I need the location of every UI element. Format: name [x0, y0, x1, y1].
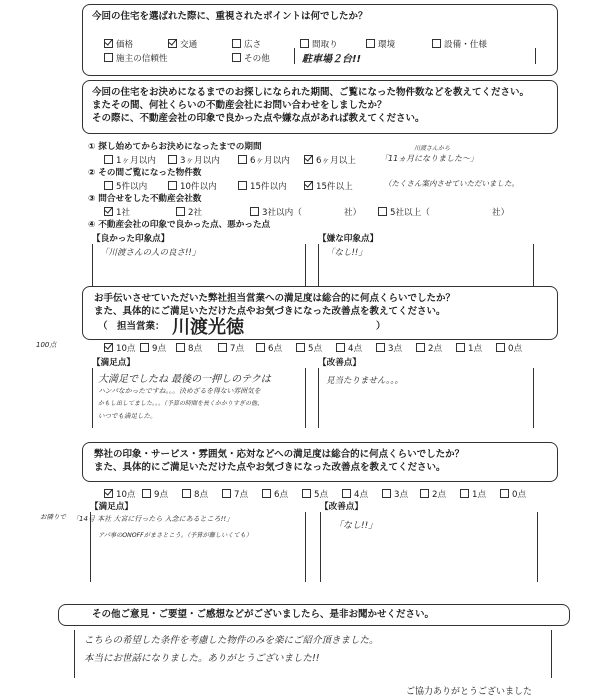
q2-intro-line-2: またその間、何社くらいの不動産会社にお問い合わせをしましたか？: [92, 100, 387, 111]
q4-score-2[interactable]: 2点: [420, 488, 446, 500]
checkbox-checked[interactable]: [168, 39, 177, 48]
checkbox[interactable]: [140, 343, 149, 352]
q2-sub3-title: ③ 問合せをした不動産会社数: [88, 194, 202, 204]
q5-line-1: こちらの希望した条件を考慮した物件のみを楽にご紹介頂きました。: [84, 635, 379, 646]
q3-score-8[interactable]: 8点: [176, 342, 202, 354]
q2-sub2-note: （たくさん案内させていただいました。: [384, 179, 519, 188]
q4-sat-label: 【満足点】: [90, 502, 133, 512]
q4-score-10[interactable]: 10点: [104, 488, 136, 500]
q1-option-other[interactable]: その他: [232, 52, 270, 64]
q4-score-7[interactable]: 7点: [222, 488, 248, 500]
checkbox[interactable]: [300, 39, 309, 48]
checkbox[interactable]: [256, 343, 265, 352]
checkbox-checked[interactable]: [304, 181, 313, 190]
q4-margin-note: お隣りで: [40, 513, 66, 521]
q4-sat-line-2: アパ事のONOFFがまさとこう。（予算が難しいくても）: [98, 532, 253, 539]
q2-sub2-opt1[interactable]: 5件以内: [104, 180, 147, 192]
checkbox[interactable]: [500, 489, 509, 498]
q3-score-0[interactable]: 0点: [496, 342, 522, 354]
q1-question: 今回の住宅を選ばれた際に、重視されたポイントは何でしたか？: [92, 11, 368, 22]
checkbox[interactable]: [420, 489, 429, 498]
q2-sub2-opt2[interactable]: 10件以内: [168, 180, 217, 192]
checkbox[interactable]: [460, 489, 469, 498]
q3-score-6[interactable]: 6点: [256, 342, 282, 354]
q2-sub2-opt3[interactable]: 15件以内: [238, 180, 287, 192]
q2-good-text: 「川渡さんの人の良さ!!」: [100, 248, 201, 258]
q2-sub1-note-small: 川渡さんから: [414, 145, 451, 152]
checkbox[interactable]: [104, 155, 113, 164]
q3-score-10[interactable]: 10点: [104, 342, 136, 354]
q1-option-trust[interactable]: 施主の信頼性: [104, 52, 168, 64]
q4-score-8[interactable]: 8点: [182, 488, 208, 500]
q3-margin-note: 100点: [36, 341, 57, 349]
checkbox[interactable]: [232, 53, 241, 62]
q1-option-layout[interactable]: 間取り: [300, 38, 338, 50]
checkbox[interactable]: [104, 181, 113, 190]
q2-intro-line-3: その際に、不動産会社の印象で良かった点や嫌な点があれば教えてください。: [92, 113, 425, 124]
checkbox-checked[interactable]: [104, 207, 113, 216]
q1-option-transport[interactable]: 交通: [168, 38, 197, 50]
checkbox[interactable]: [456, 343, 465, 352]
q4-score-9[interactable]: 9点: [142, 488, 168, 500]
checkbox-checked[interactable]: [104, 489, 113, 498]
checkbox[interactable]: [378, 207, 387, 216]
q2-sub1-opt2[interactable]: 3ヶ月以内: [168, 154, 220, 166]
checkbox[interactable]: [342, 489, 351, 498]
q2-sub3-opt3[interactable]: 3社以内（: [250, 206, 302, 218]
q2-sub2-title: ② その間ご覧になった物件数: [88, 168, 202, 178]
checkbox[interactable]: [302, 489, 311, 498]
q1-other-text: 駐車場２台!!: [302, 54, 362, 65]
checkbox[interactable]: [238, 181, 247, 190]
checkbox[interactable]: [262, 489, 271, 498]
q2-sub3-opt2[interactable]: 2社: [176, 206, 202, 218]
q3-line-2: また、具体的にご満足いただけた点やお気づきになった改善点を教えてください。: [94, 306, 446, 317]
checkbox[interactable]: [104, 53, 113, 62]
checkbox-checked[interactable]: [304, 155, 313, 164]
q2-sub4-title: ④ 不動産会社の印象で良かった点、悪かった点: [88, 220, 271, 230]
q3-score-5[interactable]: 5点: [296, 342, 322, 354]
q1-option-environment[interactable]: 環境: [366, 38, 395, 50]
checkbox[interactable]: [176, 343, 185, 352]
q4-score-0[interactable]: 0点: [500, 488, 526, 500]
q4-score-6[interactable]: 6点: [262, 488, 288, 500]
checkbox[interactable]: [182, 489, 191, 498]
q4-score-4[interactable]: 4点: [342, 488, 368, 500]
q3-score-2[interactable]: 2点: [416, 342, 442, 354]
q3-imp-label: 【改善点】: [318, 358, 361, 368]
q2-bad-text: 「なし!!」: [326, 248, 367, 258]
checkbox[interactable]: [382, 489, 391, 498]
q3-score-3[interactable]: 3点: [376, 342, 402, 354]
q3-sat-label: 【満足点】: [92, 358, 135, 368]
checkbox[interactable]: [366, 39, 375, 48]
footer-thanks: ご協力ありがとうございました: [406, 687, 533, 697]
q3-staff-close: ）: [376, 321, 386, 332]
q2-bad-label: 【嫌な印象点】: [318, 234, 379, 244]
q5-line-2: 本当にお世話になりました。ありがとうございました!!: [84, 653, 320, 664]
q3-score-1[interactable]: 1点: [456, 342, 482, 354]
checkbox[interactable]: [168, 155, 177, 164]
q4-imp-label: 【改善点】: [320, 502, 363, 512]
q3-sat-line-3: かもし出してました。。。（予算の時間を長くかかりすぎの他、: [98, 400, 264, 407]
q4-imp-text: 「なし!!」: [334, 521, 378, 531]
q1-option-size[interactable]: 広さ: [232, 38, 261, 50]
q3-line-1: お手伝いさせていただいた弊社担当営業への満足度は総合的に何点くらいでしたか？: [94, 293, 456, 304]
checkbox[interactable]: [168, 181, 177, 190]
checkbox[interactable]: [296, 343, 305, 352]
q2-sub1-opt4[interactable]: 6ヶ月以上: [304, 154, 356, 166]
q4-line-2: また、具体的にご満足いただけた点やお気づきになった改善点を教えてください。: [94, 462, 446, 473]
checkbox-checked[interactable]: [104, 343, 113, 352]
q1-option-price[interactable]: 価格: [104, 38, 133, 50]
checkbox[interactable]: [376, 343, 385, 352]
q4-score-3[interactable]: 3点: [382, 488, 408, 500]
q2-sub1-title: ① 探し始めてからお決めになったまでの期間: [88, 142, 262, 152]
q2-sub2-opt4[interactable]: 15件以上: [304, 180, 353, 192]
q2-sub3-opt1[interactable]: 1社: [104, 206, 130, 218]
checkbox[interactable]: [232, 39, 241, 48]
q3-staff-label: （ 担当営業：: [98, 321, 165, 332]
q5-question: その他ご意見・ご要望・ご感想などがございましたら、是非お聞かせください。: [92, 609, 435, 620]
q2-sub3-opt4[interactable]: 5社以上（: [378, 206, 430, 218]
q4-score-1[interactable]: 1点: [460, 488, 486, 500]
checkbox[interactable]: [222, 489, 231, 498]
q2-sub1-opt1[interactable]: 1ヶ月以内: [104, 154, 156, 166]
q3-sat-line-2: ハンパなかったですね。。。決めざるを得ない雰囲気を: [98, 387, 261, 395]
checkbox[interactable]: [218, 343, 227, 352]
checkbox[interactable]: [176, 207, 185, 216]
checkbox-checked[interactable]: [104, 39, 113, 48]
checkbox[interactable]: [142, 489, 151, 498]
checkbox[interactable]: [416, 343, 425, 352]
q2-sub3-unit-2: 社）: [492, 208, 510, 218]
q4-line-1: 弊社の印象・サービス・雰囲気・応対などへの満足度は総合的に何点くらいでしたか？: [94, 449, 465, 460]
q2-intro-line-1: 今回の住宅をお決めになるまでのお探しになられた期間、ご覧になった物件数などを教えてください。: [92, 87, 530, 98]
q3-staff-name: 川渡光徳: [172, 317, 244, 338]
q2-sub1-opt3[interactable]: 6ヶ月以内: [238, 154, 290, 166]
q3-sat-line-1: 大満足でしたね 最後の一押しのテクは: [98, 374, 271, 385]
q2-sub1-note: 「11ヵ月になりました～」: [380, 154, 479, 163]
checkbox[interactable]: [336, 343, 345, 352]
q4-sat-line-1: 「14号 本社 大宮に行ったら 入念にあるところ!!」: [72, 515, 234, 523]
q4-score-5[interactable]: 5点: [302, 488, 328, 500]
q2-sub3-unit-1: 社）: [344, 208, 362, 218]
q2-good-label: 【良かった印象点】: [92, 234, 170, 244]
checkbox[interactable]: [496, 343, 505, 352]
q1-option-equipment[interactable]: 設備・仕様: [432, 38, 487, 50]
q3-imp-text: 見当たりません。。。: [326, 376, 404, 386]
checkbox[interactable]: [250, 207, 259, 216]
q3-score-9[interactable]: 9点: [140, 342, 166, 354]
checkbox[interactable]: [238, 155, 247, 164]
checkbox[interactable]: [432, 39, 441, 48]
q3-score-7[interactable]: 7点: [218, 342, 244, 354]
q3-sat-line-4: いつでも満足した。: [98, 412, 157, 420]
q3-score-4[interactable]: 4点: [336, 342, 362, 354]
